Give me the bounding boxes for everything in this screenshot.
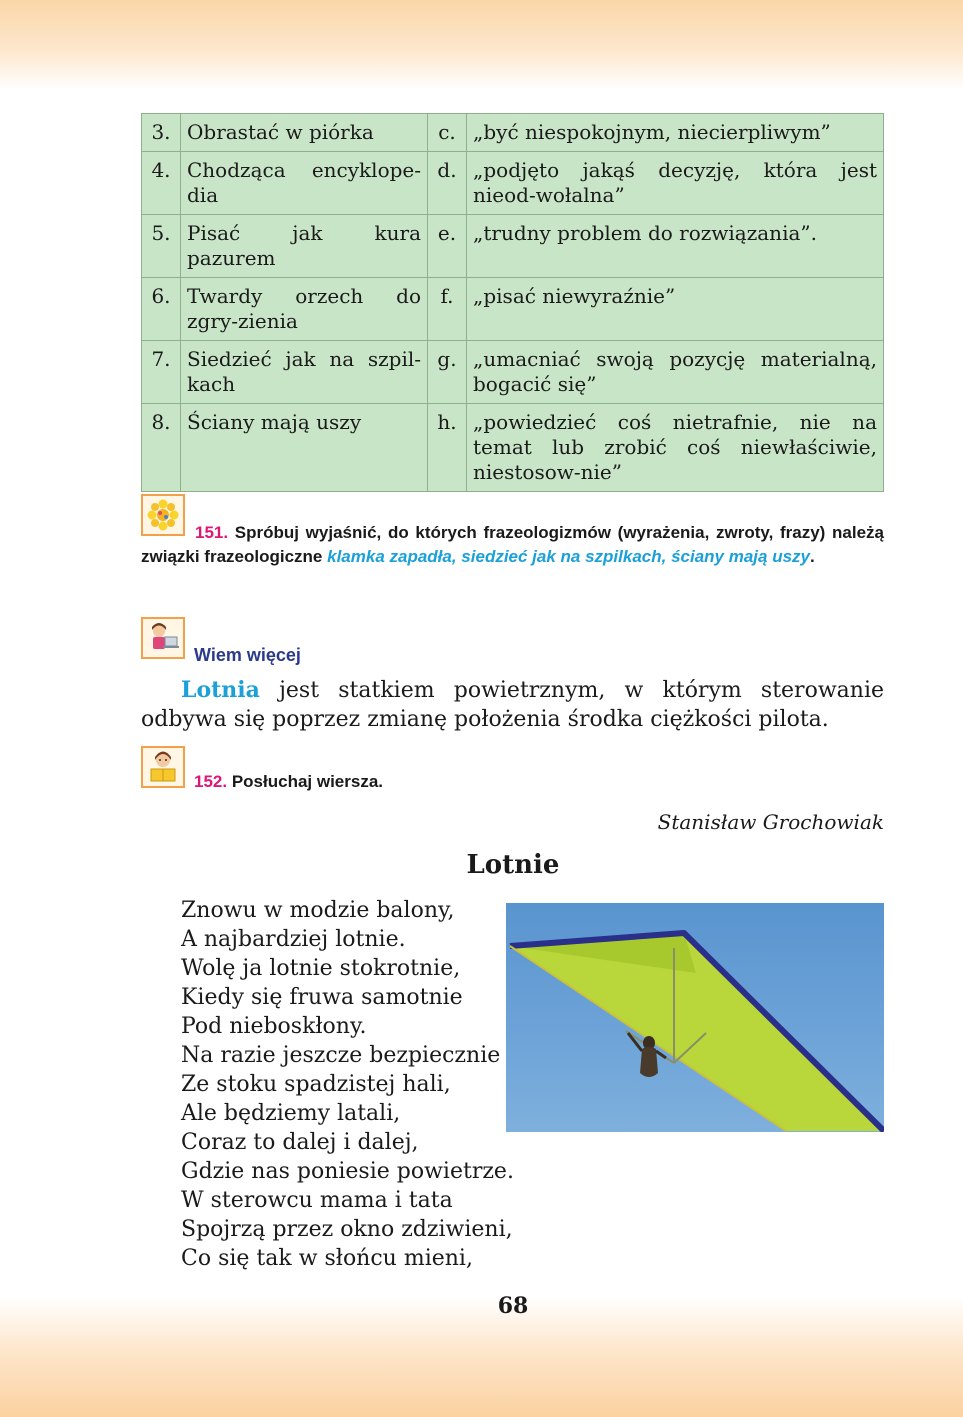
phrase-cell: Twardy orzech do zgry-zienia [181, 278, 428, 341]
poem-line: Wolę ja lotnie stokrotnie, [181, 956, 461, 981]
table-row [142, 152, 884, 215]
poem-line: Kiedy się fruwa samotnie [181, 985, 463, 1010]
row-number: 4. [142, 152, 181, 215]
page-number: 68 [497, 1293, 529, 1319]
poem-text [181, 896, 514, 1273]
letter-cell: g. [428, 341, 467, 404]
meaning-cell: „powiedzieć coś nietrafnie, nie na temat lub zrobić coś niewłaściwie, niestosow-nie” [467, 404, 884, 492]
letter-cell: h. [428, 404, 467, 492]
hang-glider-photo [506, 903, 884, 1132]
row-number: 8. [142, 404, 181, 492]
letter-cell: d. [428, 152, 467, 215]
row-number: 6. [142, 278, 181, 341]
info-paragraph [141, 676, 884, 734]
info-text: jest statkiem powietrznym, w którym sterowanie odbywa się poprzez zmianę położenia środka ciężkości pilota. [141, 678, 884, 732]
meaning-cell: „umacniać swoją pozycję materialną, bogacić się” [467, 341, 884, 404]
table-row [142, 215, 884, 278]
section-title: Wiem więcej [194, 645, 301, 665]
table-row [142, 278, 884, 341]
poem-line: Spojrzą przez okno zdziwieni, [181, 1217, 513, 1242]
exercise-152 [194, 772, 383, 792]
exercise-text: Posłuchaj wiersza. [231, 772, 384, 791]
phrase-cell: Ściany mają uszy [181, 404, 428, 492]
poem-title: Lotnie [466, 850, 560, 880]
phrase-cell: Pisać jak kura pazurem [181, 215, 428, 278]
exercise-highlight: klamka zapadła, siedzieć jak na szpilkach, ściany mają uszy [327, 547, 810, 566]
letter-cell: c. [428, 114, 467, 152]
poem-line: Gdzie nas poniesie powietrze. [181, 1159, 514, 1184]
exercise-number: 151. [195, 523, 229, 542]
poem-line: Co się tak w słońcu mieni, [181, 1246, 473, 1271]
meaning-cell: „trudny problem do rozwiązania”. [467, 215, 884, 278]
poem-line: Znowu w modzie balony, [181, 898, 455, 923]
exercise-end: . [810, 547, 815, 566]
poem-line: Ze stoku spadzistej hali, [181, 1072, 451, 1097]
keyword: Lotnia [181, 677, 260, 703]
table-row [142, 404, 884, 492]
table-row [142, 114, 884, 152]
poem-author: Stanisław Grochowiak [657, 810, 884, 834]
row-number: 7. [142, 341, 181, 404]
phraseology-table [141, 113, 884, 492]
poem-line: Ale będziemy latali, [181, 1101, 401, 1126]
girl-with-laptop-icon [141, 617, 185, 659]
letter-cell: f. [428, 278, 467, 341]
exercise-number: 152. [194, 772, 228, 791]
table-row [142, 341, 884, 404]
girl-reading-icon [141, 746, 185, 788]
poem-line: A najbardziej lotnie. [181, 927, 406, 952]
exercise-151 [141, 521, 884, 569]
phrase-cell: Siedzieć jak na szpil-kach [181, 341, 428, 404]
row-number: 3. [142, 114, 181, 152]
phrase-cell: Obrastać w piórka [181, 114, 428, 152]
exercise-text: Spróbuj wyjaśnić, do których frazeologizmów (wyrażenia, zwroty, frazy) należą związki frazeologiczne [141, 523, 884, 566]
poem-line: Pod nieboskłony. [181, 1014, 367, 1039]
phrase-cell: Chodząca encyklope-dia [181, 152, 428, 215]
meaning-cell: „pisać niewyraźnie” [467, 278, 884, 341]
meaning-cell: „podjęto jakąś decyzję, która jest nieod-wołalna” [467, 152, 884, 215]
poem-line: Coraz to dalej i dalej, [181, 1130, 419, 1155]
page-header-band [0, 0, 963, 90]
meaning-cell: „być niespokojnym, niecierpliwym” [467, 114, 884, 152]
poem-line: W sterowcu mama i tata [181, 1188, 453, 1213]
row-number: 5. [142, 215, 181, 278]
letter-cell: e. [428, 215, 467, 278]
poem-line: Na razie jeszcze bezpiecznie [181, 1043, 501, 1068]
